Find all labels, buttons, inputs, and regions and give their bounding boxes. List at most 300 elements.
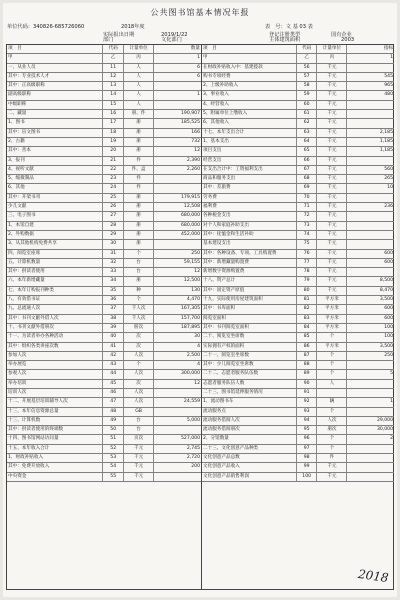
left-table-cell: 册次 [124, 324, 154, 332]
right-table-cell: 甲 [202, 54, 297, 62]
left-table-cell: 丙 [124, 54, 154, 62]
left-table-cell: 举办培训 [7, 380, 103, 388]
left-table-cell: 十三、计算机数 [7, 417, 103, 425]
left-table-row [7, 361, 201, 370]
right-table-cell: 1,185 [379, 138, 394, 144]
left-table-cell: 527,000 [181, 436, 200, 442]
right-table-cell: 88 [297, 361, 317, 369]
right-table-cell: 其中：各种设备、专项、工具购置费 [202, 250, 297, 258]
right-table-cell: 册次 [317, 426, 347, 434]
right-table-cell: 61 [297, 110, 317, 118]
right-table-cell [347, 408, 394, 416]
left-table-cell: 千元 [124, 463, 154, 471]
right-table-cell: 千元 [317, 250, 347, 258]
right-table-row [202, 426, 394, 435]
left-table-cell: 39 [103, 324, 124, 332]
right-table-cell: 千元 [317, 64, 347, 72]
left-table-row [7, 445, 201, 454]
right-table-cell: 千元 [317, 277, 347, 285]
subject-type-label: 主体建筑面积 [269, 37, 301, 43]
data-grid [6, 44, 394, 590]
left-table-cell: 册 [124, 129, 154, 137]
right-table-cell: 其中：抚恤金和生活补助 [202, 231, 297, 239]
right-table-cell: 1、流动图书车 [202, 398, 297, 406]
right-table-cell: 600 [384, 259, 394, 265]
left-table-subheader-row [7, 54, 201, 63]
left-table-cell: 33 [103, 268, 124, 276]
right-table-cell [347, 194, 394, 202]
left-table-cell: 七、本年订购报刊种类 [7, 287, 103, 295]
right-table-cell: 千元 [317, 268, 347, 276]
left-table-cell: 12 [194, 148, 200, 154]
right-table-cell: 4、经营收入 [202, 101, 297, 109]
left-table-cell: 千元 [124, 454, 154, 462]
right-table-cell: 其中：固定资产原值 [202, 287, 297, 295]
left-table-cell: 2,390 [186, 157, 200, 163]
left-table [7, 45, 202, 589]
right-table-row [202, 250, 394, 259]
right-table-cell: 其中：少儿阅览室坐席数 [202, 361, 297, 369]
left-table-cell: 250 [191, 250, 200, 256]
left-table-row [7, 343, 201, 352]
right-table-row [202, 417, 394, 426]
left-table-cell: 50 [103, 426, 124, 434]
left-table-row [7, 380, 201, 389]
right-table-cell: 560 [384, 166, 394, 172]
right-table-cell: 98 [297, 454, 317, 462]
left-table-cell: 24 [103, 184, 124, 192]
left-table-cell: 台 [124, 268, 154, 276]
right-table-cell: 平方米 [317, 324, 347, 332]
left-table-cell: 45 [103, 380, 124, 388]
left-table-row [7, 324, 201, 333]
left-table-row [7, 194, 201, 203]
right-table-cell: 57 [297, 73, 317, 81]
left-table-row [7, 333, 201, 342]
right-table-cell: 二十、阅览室坐席数 [202, 333, 297, 341]
left-table-cell: 八、有效借书证 [7, 296, 103, 304]
left-table-cell: 53 [103, 454, 124, 462]
left-table-cell: 代码 [103, 45, 124, 53]
right-table-cell: 计量单位 [317, 45, 347, 53]
right-table-row [202, 454, 394, 463]
right-table-cell: 73 [297, 222, 317, 230]
left-table-cell: 680,000 [181, 213, 200, 219]
left-table-cell: 48 [103, 408, 124, 416]
right-table-cell: 劳务费 [202, 194, 297, 202]
left-table-cell: 23 [103, 175, 124, 183]
right-table-cell: 59 [297, 91, 317, 99]
left-table-cell: 157,700 [181, 315, 200, 321]
right-table-row [202, 370, 394, 379]
right-table-row [202, 463, 394, 472]
right-table-row [202, 91, 394, 100]
left-table-cell: 16 [103, 110, 124, 118]
left-table-cell: 31 [103, 250, 124, 258]
right-table-cell: 二十三、文化创意产品种类 [202, 445, 297, 453]
left-table-cell: 种 [124, 287, 154, 295]
right-table-cell [347, 222, 394, 230]
left-table-cell: 乙 [103, 54, 124, 62]
left-table-cell: 个 [124, 361, 154, 369]
left-table-cell: 5,000 [186, 417, 200, 423]
right-table-cell: 文化创意产品总数 [202, 454, 297, 462]
right-table-cell: 99 [297, 463, 317, 471]
left-table-cell: 台 [124, 426, 154, 434]
left-table-cell: 18 [103, 129, 124, 137]
right-table-cell: 69 [297, 184, 317, 192]
right-table-cell: 96 [297, 435, 317, 443]
right-table-row [202, 333, 394, 342]
left-table-cell: 43 [103, 361, 124, 369]
left-table-cell: 27 [103, 212, 124, 220]
right-table-row [202, 398, 394, 407]
right-table-cell: 二十二、志愿者服务队伍数 [202, 370, 297, 378]
right-table-cell: 丙 [317, 54, 347, 62]
right-table-row [202, 203, 394, 212]
right-table-cell: 其中：书库面积 [202, 305, 297, 313]
right-table-cell: 二十三、图书馆延伸服务情况 [202, 389, 297, 397]
left-table-cell: 二、藏量 [7, 110, 103, 118]
left-table-cell: 个 [124, 250, 154, 258]
right-table-row [202, 64, 394, 73]
right-table-cell: 十七、本年支出合计 [202, 129, 297, 137]
right-table-cell: 6、其他收入 [202, 119, 297, 127]
right-table-cell: 60 [297, 101, 317, 109]
left-table-row [7, 73, 201, 82]
right-table-cell: 流动服务借阅人次 [202, 417, 297, 425]
left-table-row [7, 370, 201, 379]
left-table-cell: 培训人次 [7, 389, 103, 397]
left-table-cell: 其中：供读者使用 [7, 268, 103, 276]
left-table-row [7, 268, 201, 277]
left-table-row [7, 203, 201, 212]
right-table-cell [347, 268, 394, 276]
right-table-cell [347, 454, 394, 462]
right-table-cell: 1 [390, 55, 394, 61]
left-table-cell: 计量单位 [124, 45, 154, 53]
left-table-cell: 一、从业人员 [7, 64, 103, 72]
right-table-cell: 商品和服务支出 [202, 175, 297, 183]
right-table-cell: 90 [297, 380, 317, 388]
left-table-cell: 1 [197, 92, 200, 98]
report-sheet [3, 3, 397, 597]
right-table-cell: 77 [297, 259, 317, 267]
right-table-row [202, 380, 394, 389]
left-table-row [7, 352, 201, 361]
right-table-row [202, 296, 394, 305]
left-table-cell: 40 [103, 333, 124, 341]
right-table-cell: 个 [317, 408, 347, 416]
left-table-cell: 册 [124, 240, 154, 248]
right-table-cell: 92 [297, 398, 317, 406]
left-table-row [7, 398, 201, 407]
left-table-header-row [7, 45, 201, 54]
left-table-row [7, 157, 201, 166]
right-table-cell: 83 [297, 315, 317, 323]
right-table-cell: 72 [297, 212, 317, 220]
left-table-cell: 20 [103, 147, 124, 155]
right-table-cell: 85 [297, 333, 317, 341]
right-table-cell: 67 [297, 166, 317, 174]
left-table-cell: 2,500 [186, 352, 200, 358]
right-table-row [202, 315, 394, 324]
dept-value: 文化部门 [161, 37, 182, 43]
right-table-cell: 千元 [317, 184, 347, 192]
right-table-cell: 千元 [317, 240, 347, 248]
left-table-cell: 十一、为读者举办各种活动 [7, 333, 103, 341]
left-table-row [7, 296, 201, 305]
left-table-row [7, 175, 201, 184]
page-title: 公共图书馆基本情况年报 [150, 8, 250, 17]
left-table-row [7, 435, 201, 444]
left-table-cell: 册 [124, 119, 154, 127]
right-table-row [202, 110, 394, 119]
right-table-cell: 81 [297, 296, 317, 304]
right-table-row [202, 138, 394, 147]
left-table-cell [154, 184, 201, 192]
right-table-cell: 个 [317, 361, 347, 369]
right-table-cell: 82 [297, 305, 317, 313]
right-table-cell: 人次 [317, 417, 347, 425]
right-table-subheader-row [202, 54, 394, 63]
right-table-cell: 人 [317, 380, 347, 388]
left-table-row [7, 119, 201, 128]
right-table-cell: 千元 [317, 231, 347, 239]
right-table-cell: 545 [384, 73, 394, 79]
right-table-cell: 2、分馆数量 [202, 435, 297, 443]
dept-label: 部门 [103, 37, 114, 43]
left-table-row [7, 129, 201, 138]
left-table-cell: 21 [103, 157, 124, 165]
right-table-cell: 68 [297, 175, 317, 183]
right-table-cell: 89 [297, 370, 317, 378]
right-table-cell: 58 [297, 82, 317, 90]
left-table-cell: 17 [103, 119, 124, 127]
right-table-cell: 个 [317, 370, 347, 378]
left-table-cell: 其中：免费开放收入 [7, 463, 103, 471]
left-table-row [7, 426, 201, 435]
right-table-cell: 8,500 [379, 278, 394, 284]
right-table-cell: 95 [297, 426, 317, 434]
right-table-cell: 阅览室面积 [202, 315, 297, 323]
right-table-cell: 千元 [317, 203, 347, 211]
right-table-row [202, 473, 394, 482]
left-table-cell: 次 [124, 380, 154, 388]
left-table-cell: 14 [103, 91, 124, 99]
right-table-row [202, 389, 394, 398]
left-table-cell: 1 [197, 55, 200, 61]
right-table-cell: 600 [384, 306, 394, 312]
left-table-cell: 22 [103, 166, 124, 174]
reg-type-value: 国有企业 [331, 32, 352, 38]
left-table-cell: 三、电子图书 [7, 212, 103, 220]
right-table-cell: 千元 [317, 222, 347, 230]
left-table-cell: 其中：供读者使用的终端数 [7, 426, 103, 434]
right-table-cell: 87 [297, 352, 317, 360]
left-table-cell: 166 [191, 129, 200, 135]
right-table-row [202, 166, 394, 175]
right-table-row [202, 194, 394, 203]
left-table-cell: 179,915 [181, 194, 200, 200]
right-table-cell: 实际拥有产权的面积 [202, 343, 297, 351]
right-table-cell [347, 110, 394, 118]
right-table-cell: 福利费 [202, 203, 297, 211]
right-table-cell: 新增数字资源购置费 [202, 268, 297, 276]
left-table-row [7, 138, 201, 147]
right-table-cell: 个 [317, 352, 347, 360]
left-table-cell: 其中：盲文图书 [7, 129, 103, 137]
subject-type-value: 2003 [341, 37, 355, 43]
left-table-cell: 52 [103, 445, 124, 453]
right-table-cell: 件 [317, 454, 347, 462]
left-table-cell [154, 175, 201, 183]
right-table-row [202, 212, 394, 221]
left-table-row [7, 417, 201, 426]
left-table-cell: 九、总流通人次 [7, 305, 103, 313]
right-table-row [202, 277, 394, 286]
left-table-row [7, 91, 201, 100]
left-table-cell: 人 [124, 91, 154, 99]
right-table-cell: 76 [297, 250, 317, 258]
right-table-cell: 30,000 [376, 427, 394, 433]
left-table-cell: 十、书刊文献外借册次 [7, 324, 103, 332]
left-table-cell: 件 [124, 184, 154, 192]
left-table-row [7, 240, 201, 249]
right-table-cell: 千元 [317, 194, 347, 202]
left-table-cell: 六、本年新增藏量 [7, 277, 103, 285]
left-table-row [7, 82, 201, 91]
right-table-cell: 千元 [317, 91, 347, 99]
year: 2018年度 [121, 24, 145, 30]
right-table-row [202, 82, 394, 91]
right-table-cell: 2 [390, 436, 394, 442]
left-table-cell: 其中：善本 [7, 147, 103, 155]
left-table-cell [154, 240, 201, 248]
left-table-cell: 12 [103, 73, 124, 81]
right-table-row [202, 361, 394, 370]
left-table-cell: 参加人次 [7, 352, 103, 360]
right-table-cell: 3,500 [379, 343, 394, 349]
right-table-cell: 62 [297, 119, 317, 127]
left-table-cell: 册 [124, 212, 154, 220]
left-table-row [7, 305, 201, 314]
right-table-cell: 项 目 [202, 45, 297, 53]
left-table-cell: 32 [103, 259, 124, 267]
left-table-cell: 千元 [124, 445, 154, 453]
right-table-cell: 1,185 [379, 148, 394, 154]
left-table-cell: 2,745 [186, 445, 200, 451]
left-table-cell: 件、盒 [124, 166, 154, 174]
left-table-cell: 册 [124, 147, 154, 155]
right-table-row [202, 352, 394, 361]
right-table-row [202, 73, 394, 82]
left-table-cell: 187,895 [181, 324, 200, 330]
left-table-cell: 29 [103, 231, 124, 239]
left-table-cell: 13 [103, 82, 124, 90]
left-table-cell: 4 [197, 362, 200, 368]
right-table-cell [347, 463, 394, 471]
right-table-cell [347, 64, 394, 72]
right-table-cell: 在支出合计中：工资福利支出 [202, 166, 297, 174]
left-table-row [7, 315, 201, 324]
right-table-row [202, 231, 394, 240]
right-table-cell: 5 [390, 371, 394, 377]
right-table-cell: 其中：差旅费 [202, 184, 297, 192]
right-table-cell: 个 [317, 333, 347, 341]
right-table-cell: 79 [297, 277, 317, 285]
org-code: 单位代码：340826-685726060 [7, 24, 85, 30]
left-table-cell: 54 [103, 463, 124, 471]
right-table-cell: 千元 [317, 138, 347, 146]
left-table-cell: 五、计算机数量 [7, 259, 103, 267]
left-table-cell: 十四、图书馆网站访问量 [7, 435, 103, 443]
right-table-cell: 97 [297, 445, 317, 453]
left-table-row [7, 231, 201, 240]
left-table-cell: 中级职称 [7, 101, 103, 109]
left-table-cell: 15 [103, 101, 124, 109]
right-table-cell: 平方米 [317, 343, 347, 351]
right-table-cell: 63 [297, 129, 317, 137]
left-table-cell: 732 [191, 138, 200, 144]
right-table-cell: 千元 [317, 110, 347, 118]
left-table-cell: 册、件 [124, 110, 154, 118]
right-table-cell: 600 [384, 250, 394, 256]
left-table-cell: 5、缩微制品 [7, 175, 103, 183]
left-table-row [7, 463, 201, 472]
left-table-row [7, 287, 201, 296]
right-table-cell: 志愿者服务队伍人数 [202, 380, 297, 388]
left-table-cell: 册 [124, 194, 154, 202]
left-table-cell: 其中：正高级职称 [7, 82, 103, 90]
left-table-cell: 其中：专业技术人才 [7, 73, 103, 81]
left-table-cell: 十五、本年收入合计 [7, 445, 103, 453]
right-table-row [202, 305, 394, 314]
left-table-cell: 册 [124, 138, 154, 146]
left-table-cell: 30 [103, 240, 124, 248]
right-table-cell: 千元 [317, 101, 347, 109]
left-table-cell [154, 101, 201, 109]
left-table-cell: 51 [103, 435, 124, 443]
left-table-cell: 30 [194, 334, 200, 340]
right-table-cell: 5、附属单位上缴收入 [202, 110, 297, 118]
left-table-cell: 42 [103, 352, 124, 360]
right-table-cell: 千元 [317, 157, 347, 165]
form-label: 表 号：文 基 03 表 [265, 24, 313, 30]
right-table-cell: 各种税金支出 [202, 212, 297, 220]
left-table-cell: 38 [103, 315, 124, 323]
right-table-cell [347, 361, 394, 369]
right-table-cell: 千元 [317, 166, 347, 174]
right-table-cell: 1 [390, 399, 394, 405]
right-table-cell [347, 240, 394, 248]
left-table-cell: 1、财政补贴收入 [7, 454, 103, 462]
left-table-cell: 十二、开展基层培训辅导人次 [7, 398, 103, 406]
right-table-cell: 乙 [297, 54, 317, 62]
right-table-cell: 千元 [317, 147, 347, 155]
left-table-cell: 47 [103, 398, 124, 406]
right-table-cell: 流动服务借阅册次 [202, 426, 297, 434]
left-table-cell: 24,559 [183, 399, 200, 405]
right-table-cell: 千元 [317, 129, 347, 137]
right-table-cell: 250 [384, 352, 394, 358]
right-table-row [202, 287, 394, 296]
left-table-row [7, 184, 201, 193]
left-table-cell: 55 [103, 473, 124, 481]
left-table-row [7, 473, 201, 482]
right-table-cell: 70 [297, 194, 317, 202]
right-table-cell [347, 380, 394, 388]
